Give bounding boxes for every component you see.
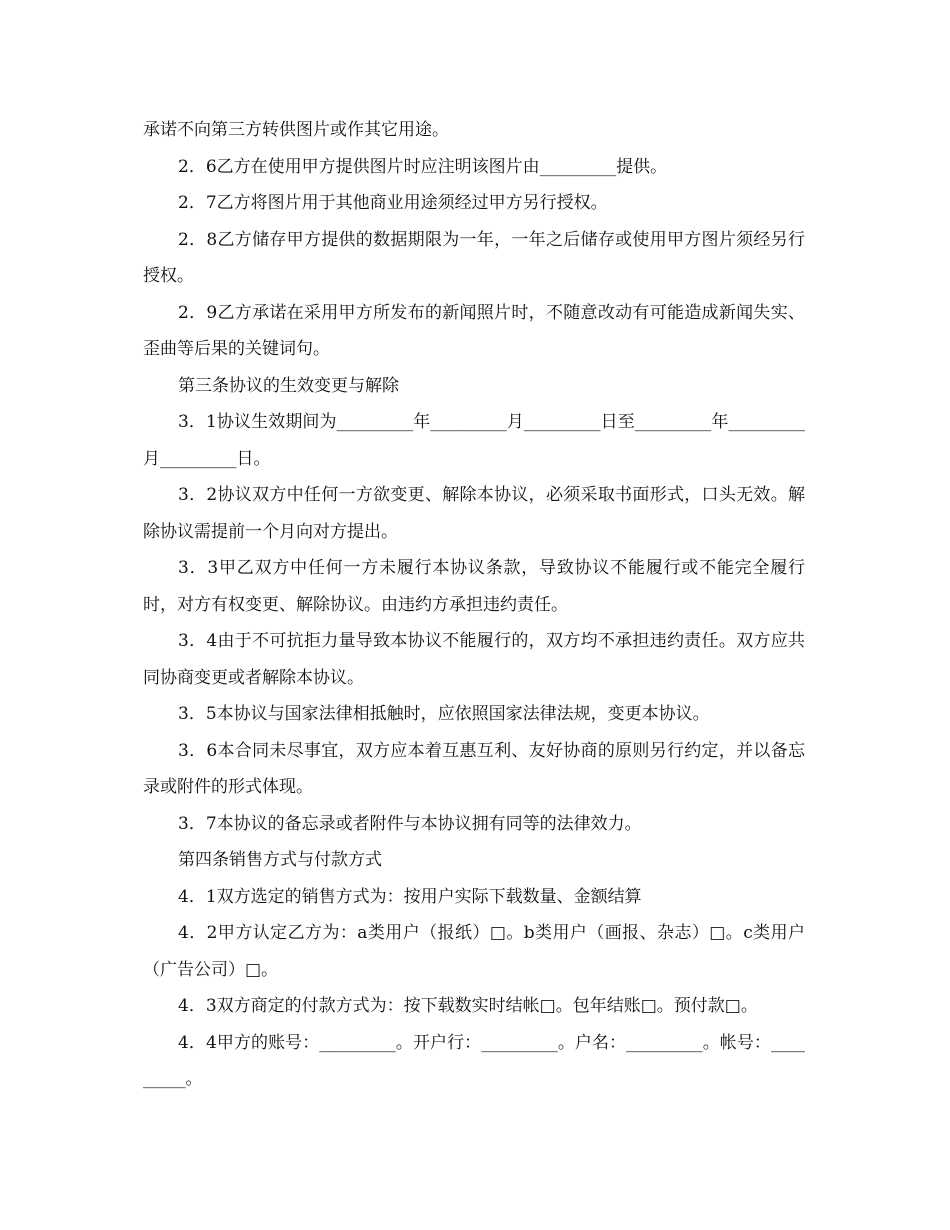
section-heading-article-3: 第三条协议的生效变更与解除: [178, 375, 399, 396]
clause-4-1: 4．1双方选定的销售方式为：按用户实际下载数量、金额结算: [178, 886, 642, 907]
clause-2-8: 2．8乙方储存甲方提供的数据期限为一年，一年之后储存或使用甲方图片须经另行授权。: [143, 229, 805, 286]
section-heading-article-4: 第四条销售方式与付款方式: [178, 850, 382, 870]
document-body: [143, 112, 805, 1098]
clause-2-7: 2．7乙方将图片用于其他商业用途须经过甲方另行授权。: [178, 193, 608, 213]
clause-4-3: 4．3双方商定的付款方式为：按下载数实时结帐□。包年结账□。预付款□。: [178, 996, 758, 1016]
clause-3-3: 3．3甲乙双方中任何一方未履行本协议条款，导致协议不能履行或不能完全履行时，对方有权变更、解除协议。由违约方承担违约责任。: [143, 558, 805, 615]
clause-3-1: 3．1协议生效期间为_________年_________月_________日至_________年_________月_________日。: [143, 412, 805, 469]
clause-3-4: 3．4由于不可抗拒力量导致本协议不能履行的，双方均不承担违约责任。双方应共同协商变更或者解除本协议。: [143, 631, 805, 688]
clause-3-2: 3．2协议双方中任何一方欲变更、解除本协议，必须采取书面形式，口头无效。解除协议需提前一个月向对方提出。: [143, 485, 805, 542]
clause-3-5: 3．5本协议与国家法律相抵触时，应依照国家法律法规，变更本协议。: [178, 704, 710, 724]
clause-3-6: 3．6本合同未尽事宜，双方应本着互惠互利、友好协商的原则另行约定，并以备忘录或附件的形式体现。: [143, 740, 805, 797]
clause-2-9: 2．9乙方承诺在采用甲方所发布的新闻照片时，不随意改动有可能造成新闻失实、歪曲等后果的关键词句。: [143, 302, 805, 359]
clause-4-2: 4．2甲方认定乙方为：a类用户（报纸）□。b类用户（画报、杂志）□。c类用户（广告公司）□。: [143, 923, 805, 980]
clause-3-7: 3．7本协议的备忘录或者附件与本协议拥有同等的法律效力。: [178, 813, 642, 834]
paragraph-continuation: 承诺不向第三方转供图片或作其它用途。: [143, 120, 449, 140]
clause-4-4: 4．4甲方的账号：_________。开户行：_________。户名：_________。帐号：_________。: [143, 1032, 805, 1089]
clause-2-6: 2．6乙方在使用甲方提供图片时应注明该图片由_________提供。: [178, 156, 668, 177]
